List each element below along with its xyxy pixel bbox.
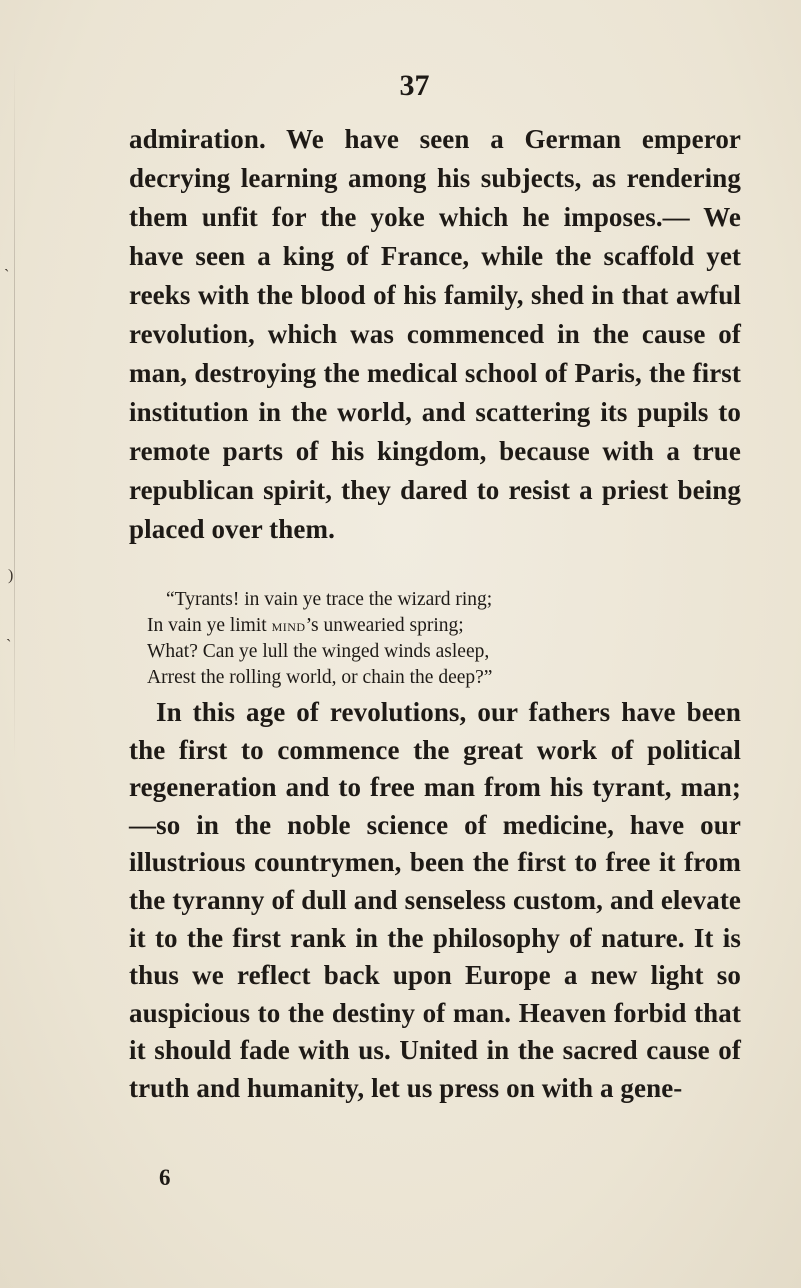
verse-line-3: What? Can ye lull the winged winds asleep, (147, 641, 490, 662)
page-gutter-shadow (14, 60, 15, 760)
paragraph-1-text: admiration. We have seen a German emperor decrying learning among his subjects, as rendering them unfit for the yoke which he imposes.— We have seen a king of France, while the scaffold yet reeks with the blood of his family, shed in that awful revolution, which was commenced in the cause of man, destroying the medical school of Paris, the first institution in the world, and scattering its pupils to remote parts of his kingdom, because with a true republican spirit, they dared to resist a priest being placed over them. (129, 124, 741, 544)
verse-line-2-start: In vain ye limit (147, 615, 272, 636)
margin-tick-mark: ˎ (4, 255, 10, 272)
page-number: 37 (399, 69, 430, 102)
verse-quotation (147, 587, 741, 691)
margin-tick-mark: ) (8, 567, 14, 584)
signature-mark: 6 (159, 1165, 171, 1190)
paragraph-1 (129, 120, 741, 549)
verse-line-2 (147, 613, 741, 639)
verse-line-2-smallcaps: mind (271, 616, 306, 635)
verse-line-2-end: ’s unwearied spring; (305, 615, 464, 636)
paragraph-2-text: In this age of revolutions, our fathers have been the first to commence the great work of political regeneration and to free man from his tyrant, man;—so in the noble science of medicine, have our illustrious countrymen, been the first to free it from the tyranny of dull and senseless custom, and elevate it to the first rank in the philosophy of nature. It is thus we reflect back upon Europe a new light so auspicious to the destiny of man. Heaven forbid that it should fade with us. United in the sacred cause of truth and humanity, let us press on with a gene- (129, 697, 741, 1103)
margin-tick-mark: ˎ (6, 625, 12, 642)
paragraph-2 (129, 694, 741, 1108)
verse-line-1: “Tyrants! in vain ye trace the wizard ring; (166, 589, 493, 610)
verse-line-4: Arrest the rolling world, or chain the deep?” (147, 667, 493, 688)
